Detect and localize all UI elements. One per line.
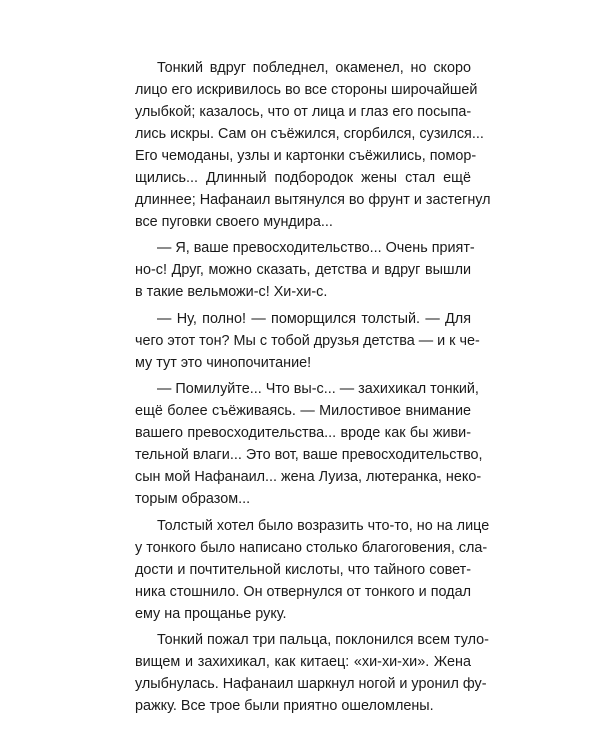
- text-line: — Ну, полно! — поморщился толстый. — Для: [157, 310, 471, 327]
- text-line: улыбнулась. Нафанаил шаркнул ногой и уронил фу-: [135, 675, 487, 692]
- text-line: лись искры. Сам он съёжился, сгорбился, сузился...: [135, 126, 484, 142]
- text-line: но-с! Друг, можно сказать, детства и вдруг вышли: [135, 262, 471, 279]
- text-line: Тонкий пожал три пальца, поклонился всем туло-: [157, 631, 489, 648]
- text-line: вищем и захихикал, как китаец: «хи-хи-хи». Жена: [135, 653, 471, 670]
- text-line: дости и почтительной кислоты, что тайного совет-: [135, 561, 471, 578]
- text-line: щились... Длинный подбородок жены стал ещё: [135, 170, 471, 186]
- text-line: сын мой Нафанаил... жена Луиза, лютеранка, неко-: [135, 469, 482, 486]
- text-line: Его чемоданы, узлы и картонки съёжились, помор-: [135, 148, 477, 164]
- text-line: торым образом...: [135, 491, 251, 508]
- paragraph-4: [135, 378, 483, 510]
- text-line: — Я, ваше превосходительство... Очень прият-: [157, 240, 475, 257]
- paragraph-5: [135, 515, 490, 625]
- text-line: все пуговки своего мундира...: [135, 214, 333, 230]
- text-line: лицо его искривилось во все стороны широчайшей: [135, 82, 478, 98]
- text-line: у тонкого было написано столько благоговения, сла-: [135, 539, 488, 556]
- text-line: Толстый хотел было возразить что-то, но на лице: [157, 517, 490, 534]
- text-line: ещё более съёживаясь. — Милостивое внимание: [135, 403, 471, 420]
- text-line: чего этот тон? Мы с тобой друзья детства — и к че-: [135, 332, 480, 349]
- paragraph-3: [135, 308, 480, 374]
- text-line: му тут это чинопочитание!: [135, 354, 312, 371]
- paragraph-1: [135, 57, 491, 233]
- text-line: в такие вельможи-с! Хи-хи-с.: [135, 284, 328, 301]
- text-line: — Помилуйте... Что вы-с... — захихикал тонкий,: [157, 381, 479, 398]
- text-line: Тонкий вдруг побледнел, окаменел, но скоро: [157, 60, 471, 76]
- text-line: ника стошнило. Он отвернулся от тонкого и подал: [135, 583, 471, 600]
- text-line: длиннее; Нафанаил вытянулся во фрунт и застегнул: [135, 192, 491, 208]
- text-line: ражку. Все трое были приятно ошеломлены.: [135, 697, 434, 714]
- text-line: тельной влаги... Это вот, ваше превосходительство,: [135, 447, 483, 464]
- text-line: ему на прощанье руку.: [135, 605, 287, 622]
- paragraph-2: [135, 237, 475, 303]
- text-line: вашего превосходительства... вроде как бы живи-: [135, 425, 471, 442]
- paragraph-6: [135, 629, 489, 717]
- story-text: [135, 57, 491, 721]
- text-line: улыбкой; казалось, что от лица и глаз его посыпа-: [135, 104, 472, 120]
